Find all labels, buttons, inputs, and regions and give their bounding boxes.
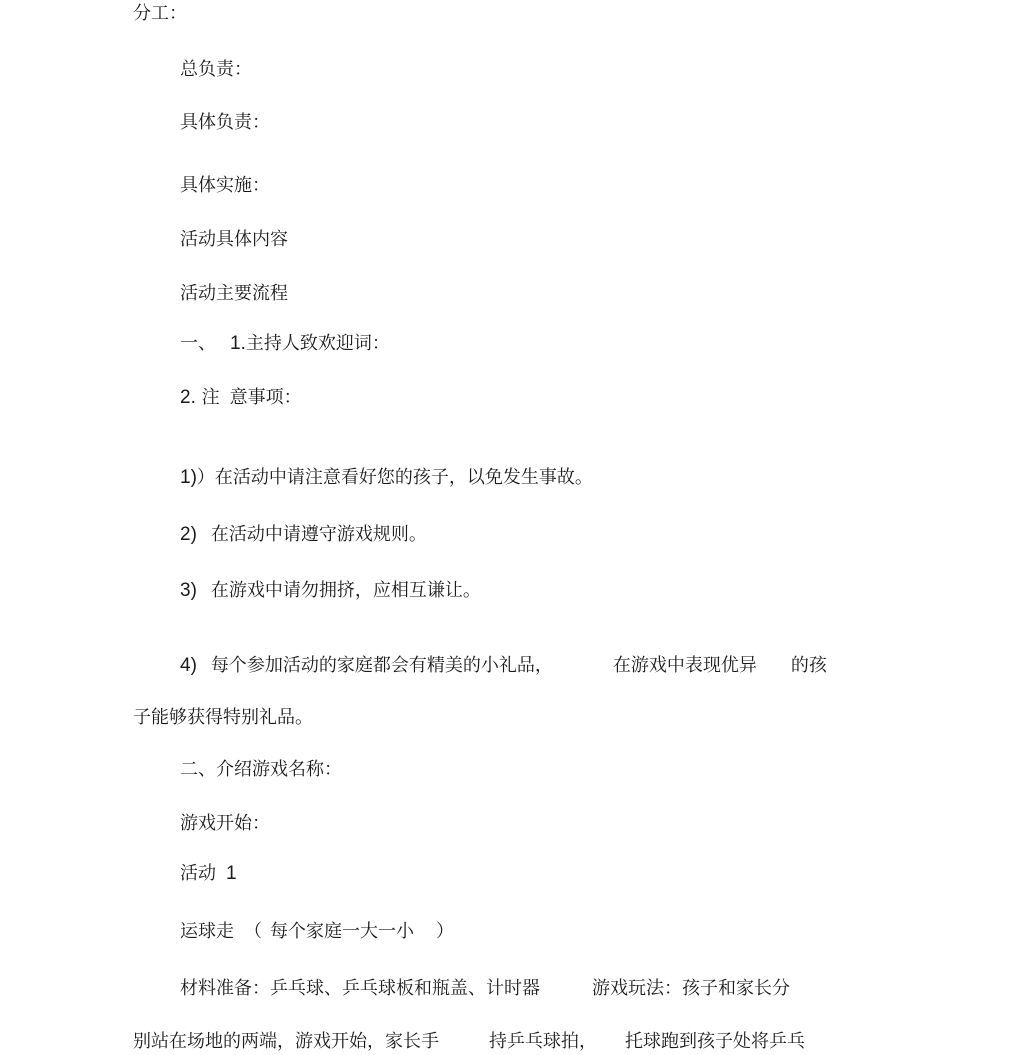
- implementation-line: 具体实施：: [180, 175, 270, 196]
- materials-and-rules-line: 材料准备：乒乓球、乒乓球板和瓶盖、计时器 游戏玩法：孩子和家长分: [180, 978, 790, 999]
- game-intro-heading: 二、介绍游戏名称：: [180, 759, 342, 780]
- division-of-labor-heading: 分工：: [133, 3, 187, 24]
- activity-flow-heading: 活动主要流程: [180, 283, 288, 304]
- specific-lead-line: 具体负责：: [180, 112, 270, 133]
- game-start-line: 游戏开始：: [180, 813, 270, 834]
- note-item-1: 1)）在活动中请注意看好您的孩子，以免发生事故。: [180, 467, 593, 488]
- step-one-welcome: 一、 1.主持人致欢迎词：: [180, 333, 390, 354]
- general-lead-line: 总负责：: [180, 59, 252, 80]
- note-item-3: 3) 在游戏中请勿拥挤，应相互谦让。: [180, 580, 481, 601]
- ball-carry-game-title: 运球走 （ 每个家庭一大一小 ）: [180, 921, 454, 942]
- note-item-4-continued: 子能够获得特别礼品。: [133, 707, 313, 728]
- note-item-4: 4) 每个参加活动的家庭都会有精美的小礼品， 在游戏中表现优异 的孩: [180, 655, 827, 676]
- activity-1-heading: 活动 1: [180, 863, 237, 884]
- note-item-2: 2) 在活动中请遵守游戏规则。: [180, 524, 427, 545]
- rules-continued-line: 别站在场地的两端，游戏开始，家长手 持乒乓球拍， 托球跑到孩子处将乒乓: [133, 1031, 805, 1052]
- activity-content-heading: 活动具体内容: [180, 229, 288, 250]
- notes-heading: 2. 注 意事项：: [180, 387, 302, 408]
